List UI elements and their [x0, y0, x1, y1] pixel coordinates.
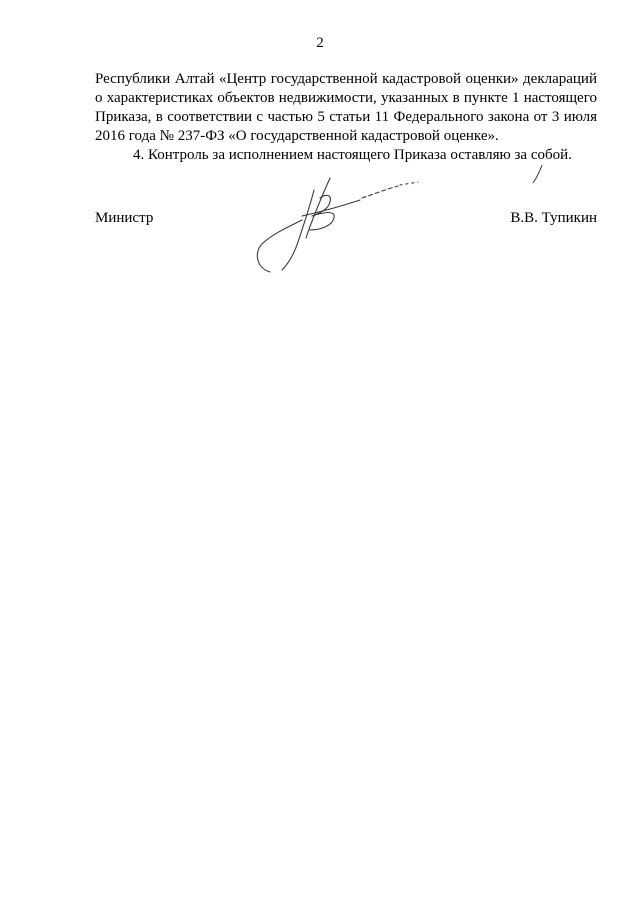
- body-line: Приказа, в соответствии с частью 5 статьи 11 Федерального закона от 3 июля: [95, 109, 597, 125]
- body-text: [95, 70, 597, 165]
- signatory-title: Министр: [95, 210, 154, 226]
- body-line: о характеристиках объектов недвижимости, указанных в пункте 1 настоящего: [95, 90, 597, 106]
- body-line: Республики Алтай «Центр государственной кадастровой оценки» деклараций: [95, 71, 597, 87]
- body-line: 2016 года № 237-ФЗ «О государственной кадастровой оценке».: [95, 128, 499, 144]
- pen-mark-icon: [528, 163, 546, 187]
- paragraph-4-line: 4. Контроль за исполнением настоящего Приказа оставляю за собой.: [133, 147, 572, 163]
- signature-row: [95, 209, 597, 229]
- page-number: 2: [316, 35, 324, 51]
- signatory-name: В.В. Тупикин: [510, 210, 597, 226]
